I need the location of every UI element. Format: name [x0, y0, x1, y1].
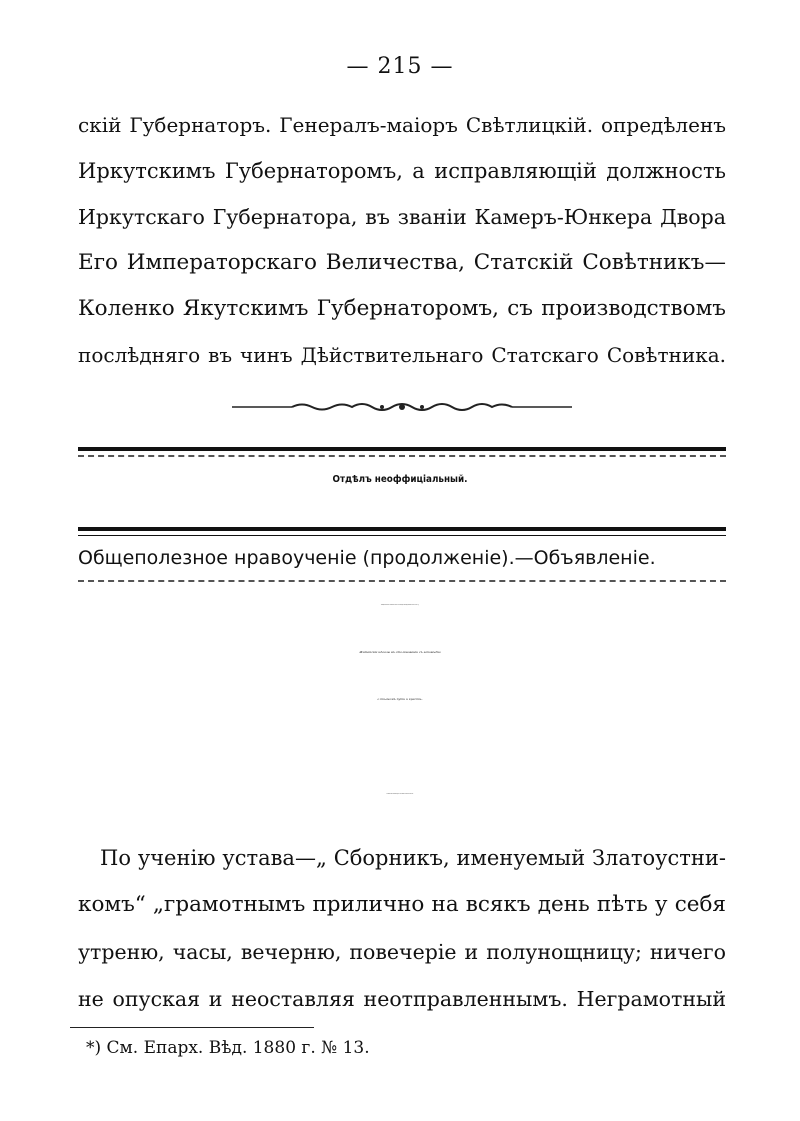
body-line: утреню, часы, вечерню, повечеріе и полунощницу; ничего	[78, 940, 726, 964]
contents-line: Общеполезное нравоученіе (продолженіе).—Объявленіе.	[78, 547, 656, 569]
body-line: не опуская и неоставляя неотправленнымъ. Неграмотный	[78, 987, 726, 1011]
footnote-rule	[70, 1027, 314, 1028]
footnote: *) См. Епарх. Вѣд. 1880 г. № 13.	[86, 1038, 370, 1058]
subsection-title: Торжество заповѣди о тѣсномъ пути и крестѣ.	[386, 794, 414, 795]
thin-rule	[78, 535, 726, 536]
paragraph-line: Коленко Якутскимъ Губернаторомъ, съ производствомъ	[78, 296, 726, 321]
double-rule-bottom	[78, 527, 726, 531]
subtitle-line: о тѣсномъ пути и крестѣ.	[377, 697, 423, 701]
dotted-rule	[78, 580, 726, 582]
section-heading: Отдѣлъ неоффиціальный.	[332, 474, 468, 485]
paragraph-line: Его Императорскаго Величества, Статскій Совѣтникъ—	[78, 250, 726, 275]
dotted-rule	[78, 455, 726, 457]
article-title: Общеполезное нравоученіе по поводу празднованія 900 лѣтія. *)	[380, 605, 420, 606]
paragraph-line: скій Губернаторъ. Генералъ-маіоръ Свѣтлицкій. опредѣленъ	[78, 113, 726, 137]
paragraph-line: Иркутскаго Губернатора, въ званіи Камеръ-Юнкера Двора	[78, 205, 726, 229]
body-line: комъ“ „грамотнымъ прилично на всякъ день пѣть у себя	[78, 892, 726, 917]
ornament-divider	[232, 400, 572, 414]
body-line: По ученію устава—„ Сборникъ, именуемый Златоустни-	[100, 846, 726, 870]
subtitle-line: Житейскіе идеалы въ столкновеніи съ заповѣдію	[359, 650, 441, 654]
double-rule-top	[78, 447, 726, 451]
paragraph-line: Иркутскимъ Губернаторомъ, а исправляющій должность	[78, 159, 726, 183]
paragraph-line: послѣдняго въ чинъ Дѣйствительнаго Статскаго Совѣтника.	[78, 343, 726, 367]
page-number: — 215 —	[346, 54, 454, 79]
